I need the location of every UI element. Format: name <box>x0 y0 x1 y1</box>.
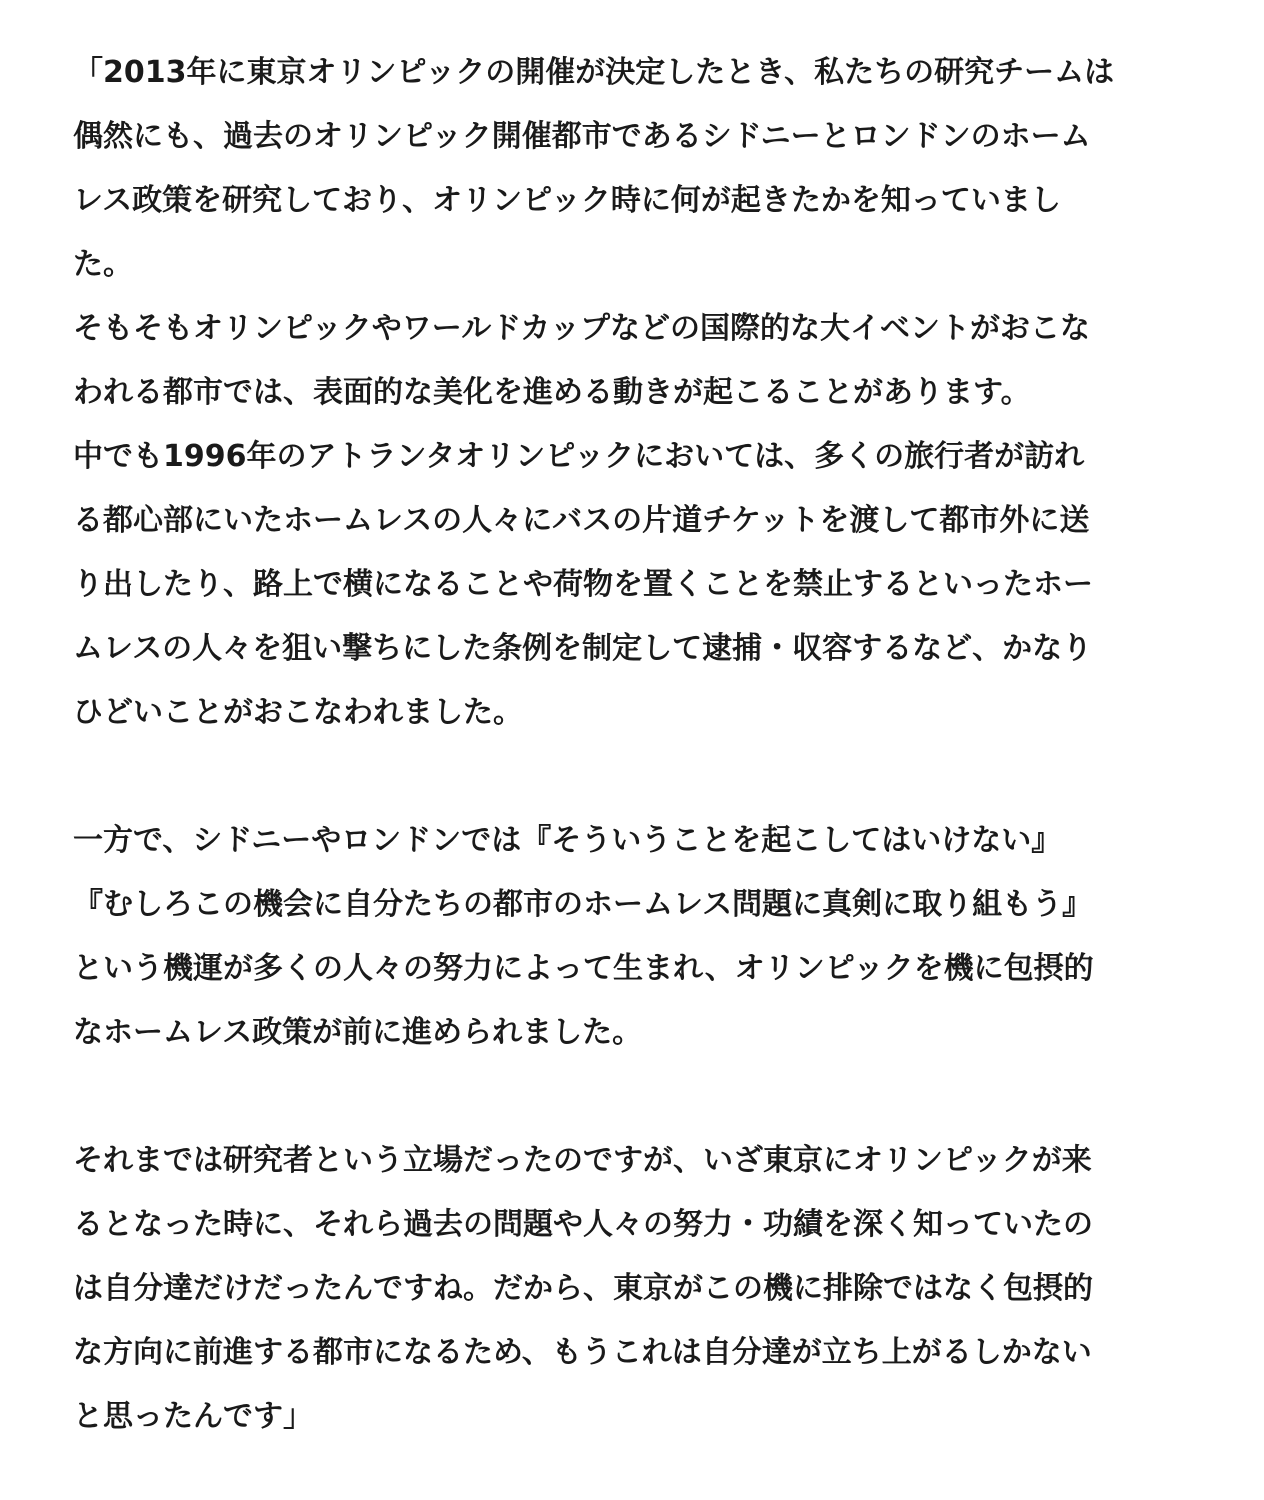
text-line: それまでは研究者という立場だったのですが、いざ東京にオリンピックが来 <box>73 1143 1092 1178</box>
text-line: ひどいことがおこなわれました。 <box>73 695 523 730</box>
text-line: た。 <box>73 247 133 282</box>
text-line: 中でも1996年のアトランタオリンピックにおいては、多くの旅行者が訪れ <box>73 439 1085 474</box>
text-line: 「2013年に東京オリンピックの開催が決定したとき、私たちの研究チームは <box>73 55 1115 90</box>
text-line: と思ったんです」 <box>73 1399 313 1434</box>
text-line: は自分達だけだったんですね。だから、東京がこの機に排除ではなく包摂的 <box>73 1271 1093 1306</box>
text-line: 一方で、シドニーやロンドンでは『そういうことを起こしてはいけない』 <box>73 823 1062 858</box>
text-line: 『むしろこの機会に自分たちの都市のホームレス問題に真剣に取り組もう』 <box>73 887 1093 922</box>
paragraph-3 <box>73 1129 1193 1449</box>
text-line: な方向に前進する都市になるため、もうこれは自分達が立ち上がるしかない <box>73 1335 1092 1370</box>
paragraph-2 <box>73 809 1193 1065</box>
text-line: ムレスの人々を狙い撃ちにした条例を制定して逮捕・収容するなど、かなり <box>73 631 1093 666</box>
text-line: なホームレス政策が前に進められました。 <box>73 1015 643 1050</box>
text-line: り出したり、路上で横になることや荷物を置くことを禁止するといったホー <box>73 567 1093 602</box>
text-line: レス政策を研究しており、オリンピック時に何が起きたかを知っていまし <box>73 183 1061 218</box>
paragraph-1 <box>73 41 1193 745</box>
text-line: る都心部にいたホームレスの人々にバスの片道チケットを渡して都市外に送 <box>73 503 1090 538</box>
text-line: るとなった時に、それら過去の問題や人々の努力・功績を深く知っていたの <box>73 1207 1093 1242</box>
text-line: 偶然にも、過去のオリンピック開催都市であるシドニーとロンドンのホーム <box>73 119 1091 154</box>
text-line: われる都市では、表面的な美化を進める動きが起こることがあります。 <box>73 375 1031 410</box>
text-line: そもそもオリンピックやワールドカップなどの国際的な大イベントがおこな <box>73 311 1090 346</box>
text-line: という機運が多くの人々の努力によって生まれ、オリンピックを機に包摂的 <box>73 951 1094 986</box>
article-body <box>73 41 1193 1449</box>
